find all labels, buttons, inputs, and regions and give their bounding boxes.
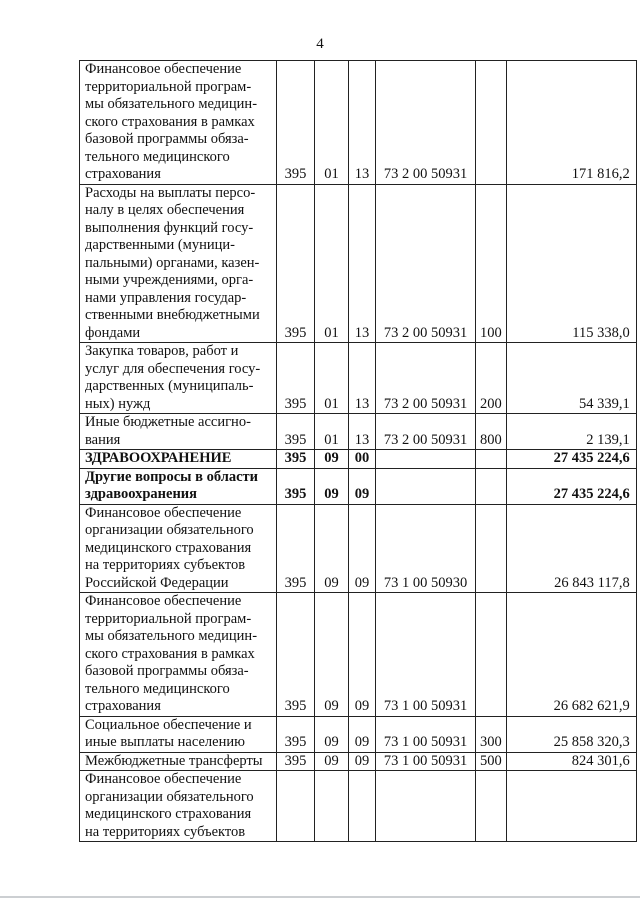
admin-code-cell: 395 [277,593,315,717]
target-article-cell: 73 2 00 50931 [376,61,476,185]
amount-cell: 27 435 224,6 [506,450,636,469]
amount-cell [506,771,636,842]
target-article-cell [376,450,476,469]
item-name-line: Социальное обеспечение и [85,716,252,733]
item-name-line: Иные бюджетные ассигно- [85,414,251,430]
item-name-line: нами управления государ- [85,289,247,306]
target-article-cell: 73 2 00 50931 [376,184,476,343]
subsection-code-cell: 13 [349,184,376,343]
subsection-code-cell: 13 [349,61,376,185]
item-name-line: ственными внебюджетными [85,307,260,323]
item-name-cell [80,61,277,185]
item-name-line: налу в целях обеспечения [85,202,245,218]
item-name-line: территориальной програм- [85,610,252,627]
expense-type-cell [476,468,507,504]
table-body [80,61,637,842]
expense-type-cell [476,504,507,593]
item-name-line: выполнения функций госу- [85,219,254,236]
item-name-line: Российской Федерации [85,574,229,591]
budget-table [79,60,637,842]
item-name-line: пальными) органами, казен- [85,254,260,271]
item-name-line: Финансовое обеспечение [85,771,242,787]
expense-type-cell: 300 [476,716,507,752]
item-name-cell [80,343,277,414]
item-name-line: ского страхования в рамках [85,113,255,130]
admin-code-cell: 395 [277,343,315,414]
item-name-cell [80,504,277,593]
subsection-code-cell: 13 [349,343,376,414]
admin-code-cell: 395 [277,184,315,343]
item-name-line: фондами [85,324,141,341]
item-name-line: Закупка товаров, работ и [85,343,239,359]
item-name-line: мы обязательного медицин- [85,628,258,644]
item-name-cell [80,414,277,450]
table-row [80,716,637,752]
item-name-line: здравоохранения [85,486,197,502]
subsection-code-cell: 13 [349,414,376,450]
table-row [80,752,637,771]
target-article-cell: 73 1 00 50930 [376,504,476,593]
expense-type-cell [476,771,507,842]
table-row [80,414,637,450]
target-article-cell: 73 1 00 50931 [376,716,476,752]
admin-code-cell: 395 [277,61,315,185]
subsection-code-cell: 09 [349,716,376,752]
admin-code-cell: 395 [277,450,315,469]
item-name-cell [80,450,277,469]
section-code-cell: 09 [315,468,349,504]
admin-code-cell [277,771,315,842]
table-row [80,504,637,593]
amount-cell: 26 682 621,9 [506,593,636,717]
subsection-code-cell: 09 [349,593,376,717]
item-name-line: ными учреждениями, орга- [85,272,254,288]
table-row [80,593,637,717]
target-article-cell [376,468,476,504]
item-name-line: дарственными (муници- [85,237,235,253]
item-name-line: Расходы на выплаты персо- [85,184,256,201]
admin-code-cell: 395 [277,752,315,771]
amount-cell: 2 139,1 [506,414,636,450]
subsection-code-cell: 09 [349,504,376,593]
amount-cell: 171 816,2 [506,61,636,185]
item-name-line: Финансовое обеспечение [85,593,242,609]
item-name-line: Финансовое обеспечение [85,61,242,77]
subsection-code-cell: 09 [349,468,376,504]
item-name-line: базовой программы обяза- [85,131,249,147]
page-bottom-edge [0,896,640,898]
target-article-cell: 73 2 00 50931 [376,343,476,414]
amount-cell: 25 858 320,3 [506,716,636,752]
amount-cell: 115 338,0 [506,184,636,343]
page-number: 4 [316,36,324,52]
expense-type-cell [476,61,507,185]
amount-cell: 54 339,1 [506,343,636,414]
section-code-cell: 01 [315,61,349,185]
item-name-line: на территориях субъектов [85,823,246,840]
item-name-line: территориальной програм- [85,78,252,95]
table-row [80,184,637,343]
expense-type-cell: 800 [476,414,507,450]
item-name-cell [80,184,277,343]
item-name-line: услуг для обеспечения госу- [85,360,261,377]
item-name-line: на территориях субъектов [85,557,246,573]
target-article-cell [376,771,476,842]
item-name-cell [80,593,277,717]
expense-type-cell [476,593,507,717]
item-name-cell [80,468,277,504]
subsection-code-cell: 00 [349,450,376,469]
amount-cell: 26 843 117,8 [506,504,636,593]
item-name-line: Другие вопросы в области [85,468,259,485]
admin-code-cell: 395 [277,504,315,593]
item-name-line: дарственных (муниципаль- [85,378,254,394]
admin-code-cell: 395 [277,414,315,450]
target-article-cell: 73 1 00 50931 [376,752,476,771]
item-name-line: страхования [85,166,161,182]
expense-type-cell: 500 [476,752,507,771]
item-name-cell [80,752,277,771]
item-name-line: медицинского страхования [85,539,252,556]
expense-type-cell [476,450,507,469]
table-row [80,468,637,504]
item-name-line: медицинского страхования [85,806,252,822]
target-article-cell: 73 1 00 50931 [376,593,476,717]
section-code-cell: 09 [315,504,349,593]
amount-cell: 27 435 224,6 [506,468,636,504]
section-code-cell: 09 [315,450,349,469]
item-name-line: базовой программы обяза- [85,663,249,679]
admin-code-cell: 395 [277,468,315,504]
section-code-cell: 09 [315,716,349,752]
table-row [80,450,637,469]
section-code-cell: 01 [315,184,349,343]
item-name-line: организации обязательного [85,788,254,805]
item-name-line: Финансовое обеспечение [85,504,242,521]
item-name-line: иные выплаты населению [85,734,245,750]
expense-type-cell: 100 [476,184,507,343]
item-name-line: тельного медицинского [85,680,230,697]
item-name-line: Межбюджетные трансферты [85,752,263,769]
amount-cell: 824 301,6 [506,752,636,771]
table-row [80,771,637,842]
admin-code-cell: 395 [277,716,315,752]
item-name-line: тельного медицинского [85,148,230,165]
item-name-line: мы обязательного медицин- [85,96,258,112]
item-name-line: ных) нужд [85,395,151,412]
section-code-cell: 01 [315,343,349,414]
section-code-cell [315,771,349,842]
item-name-line: ЗДРАВООХРАНЕНИЕ [85,450,232,466]
item-name-cell [80,771,277,842]
subsection-code-cell: 09 [349,752,376,771]
section-code-cell: 09 [315,593,349,717]
subsection-code-cell [349,771,376,842]
item-name-cell [80,716,277,752]
target-article-cell: 73 2 00 50931 [376,414,476,450]
section-code-cell: 01 [315,414,349,450]
item-name-line: организации обязательного [85,522,254,538]
section-code-cell: 09 [315,752,349,771]
expense-type-cell: 200 [476,343,507,414]
item-name-line: вания [85,431,121,448]
item-name-line: страхования [85,698,161,714]
table-row [80,343,637,414]
item-name-line: ского страхования в рамках [85,645,255,662]
table-row [80,61,637,185]
